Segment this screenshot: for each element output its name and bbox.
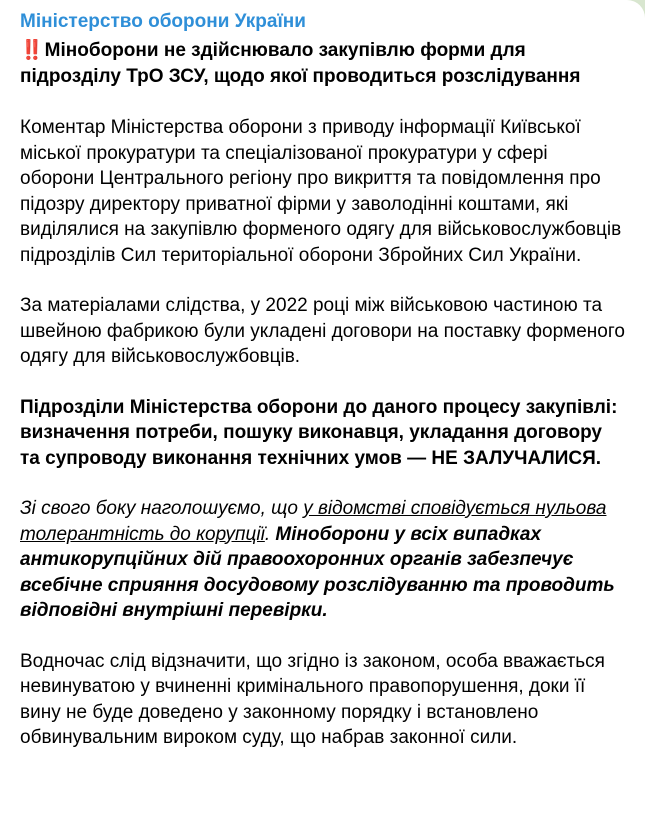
zero-tolerance-bold: Міноборони у всіх випадках антикорупційних дій правоохоронних органів забезпечує всебічне сприяння досудовому розслідуванню та проводить відповідні внутрішні перевірки. <box>20 523 615 621</box>
channel-name[interactable]: Міністерство оборони України <box>20 11 306 32</box>
zero-tolerance-prefix: Зі свого боку наголошуємо, що <box>20 498 304 519</box>
spacer <box>20 268 625 293</box>
spacer <box>20 370 625 395</box>
post-headline <box>20 38 625 90</box>
paragraph-not-involved: Підрозділи Міністерства оборони до даного процесу закупівлі: визначення потреби, пошуку виконавця, укладання договору та супроводу виконання технічних умов — НЕ ЗАЛУЧАЛИСЯ. <box>20 396 618 469</box>
paragraph-zero-tolerance <box>20 496 625 624</box>
spacer <box>20 624 625 649</box>
headline-text: Міноборони не здійснювало закупівлю форми для підрозділу ТрО ЗСУ, щодо якої проводиться розслідування <box>20 40 581 87</box>
double-exclamation-icon: ‼️ <box>20 40 41 61</box>
paragraph-investigation: За матеріалами слідства, у 2022 році між військовою частиною та швейною фабрикою були укладені договори на поставку форменого одягу для військовослужбовців. <box>20 295 625 367</box>
spacer <box>20 471 625 496</box>
zero-tolerance-dot: . <box>264 523 276 545</box>
zero-tolerance-link[interactable]: у відомстві сповідується нульова толерантність до корупції <box>20 498 607 545</box>
spacer <box>20 90 625 115</box>
paragraph-comment: Коментар Міністерства оборони з приводу інформації Київської міської прокуратури та спеціалізованої прокуратури у сфері оборони Центрального регіону про викриття та повідомлення про підозру директору приватної фірми у заволодінні коштами, які виділялися на закупівлю форменого одягу для військовослужбовців підрозділів Сил територіальної оборони Збройних Сил України. <box>20 117 622 266</box>
paragraph-presumption: Водночас слід відзначити, що згідно із законом, особа вважається невинуватою у вчиненні кримінального правопорушення, доки її вину не буде доведено у законному порядку і встановлено обвинувальним вироком суду, що набрав законної сили. <box>20 650 605 748</box>
